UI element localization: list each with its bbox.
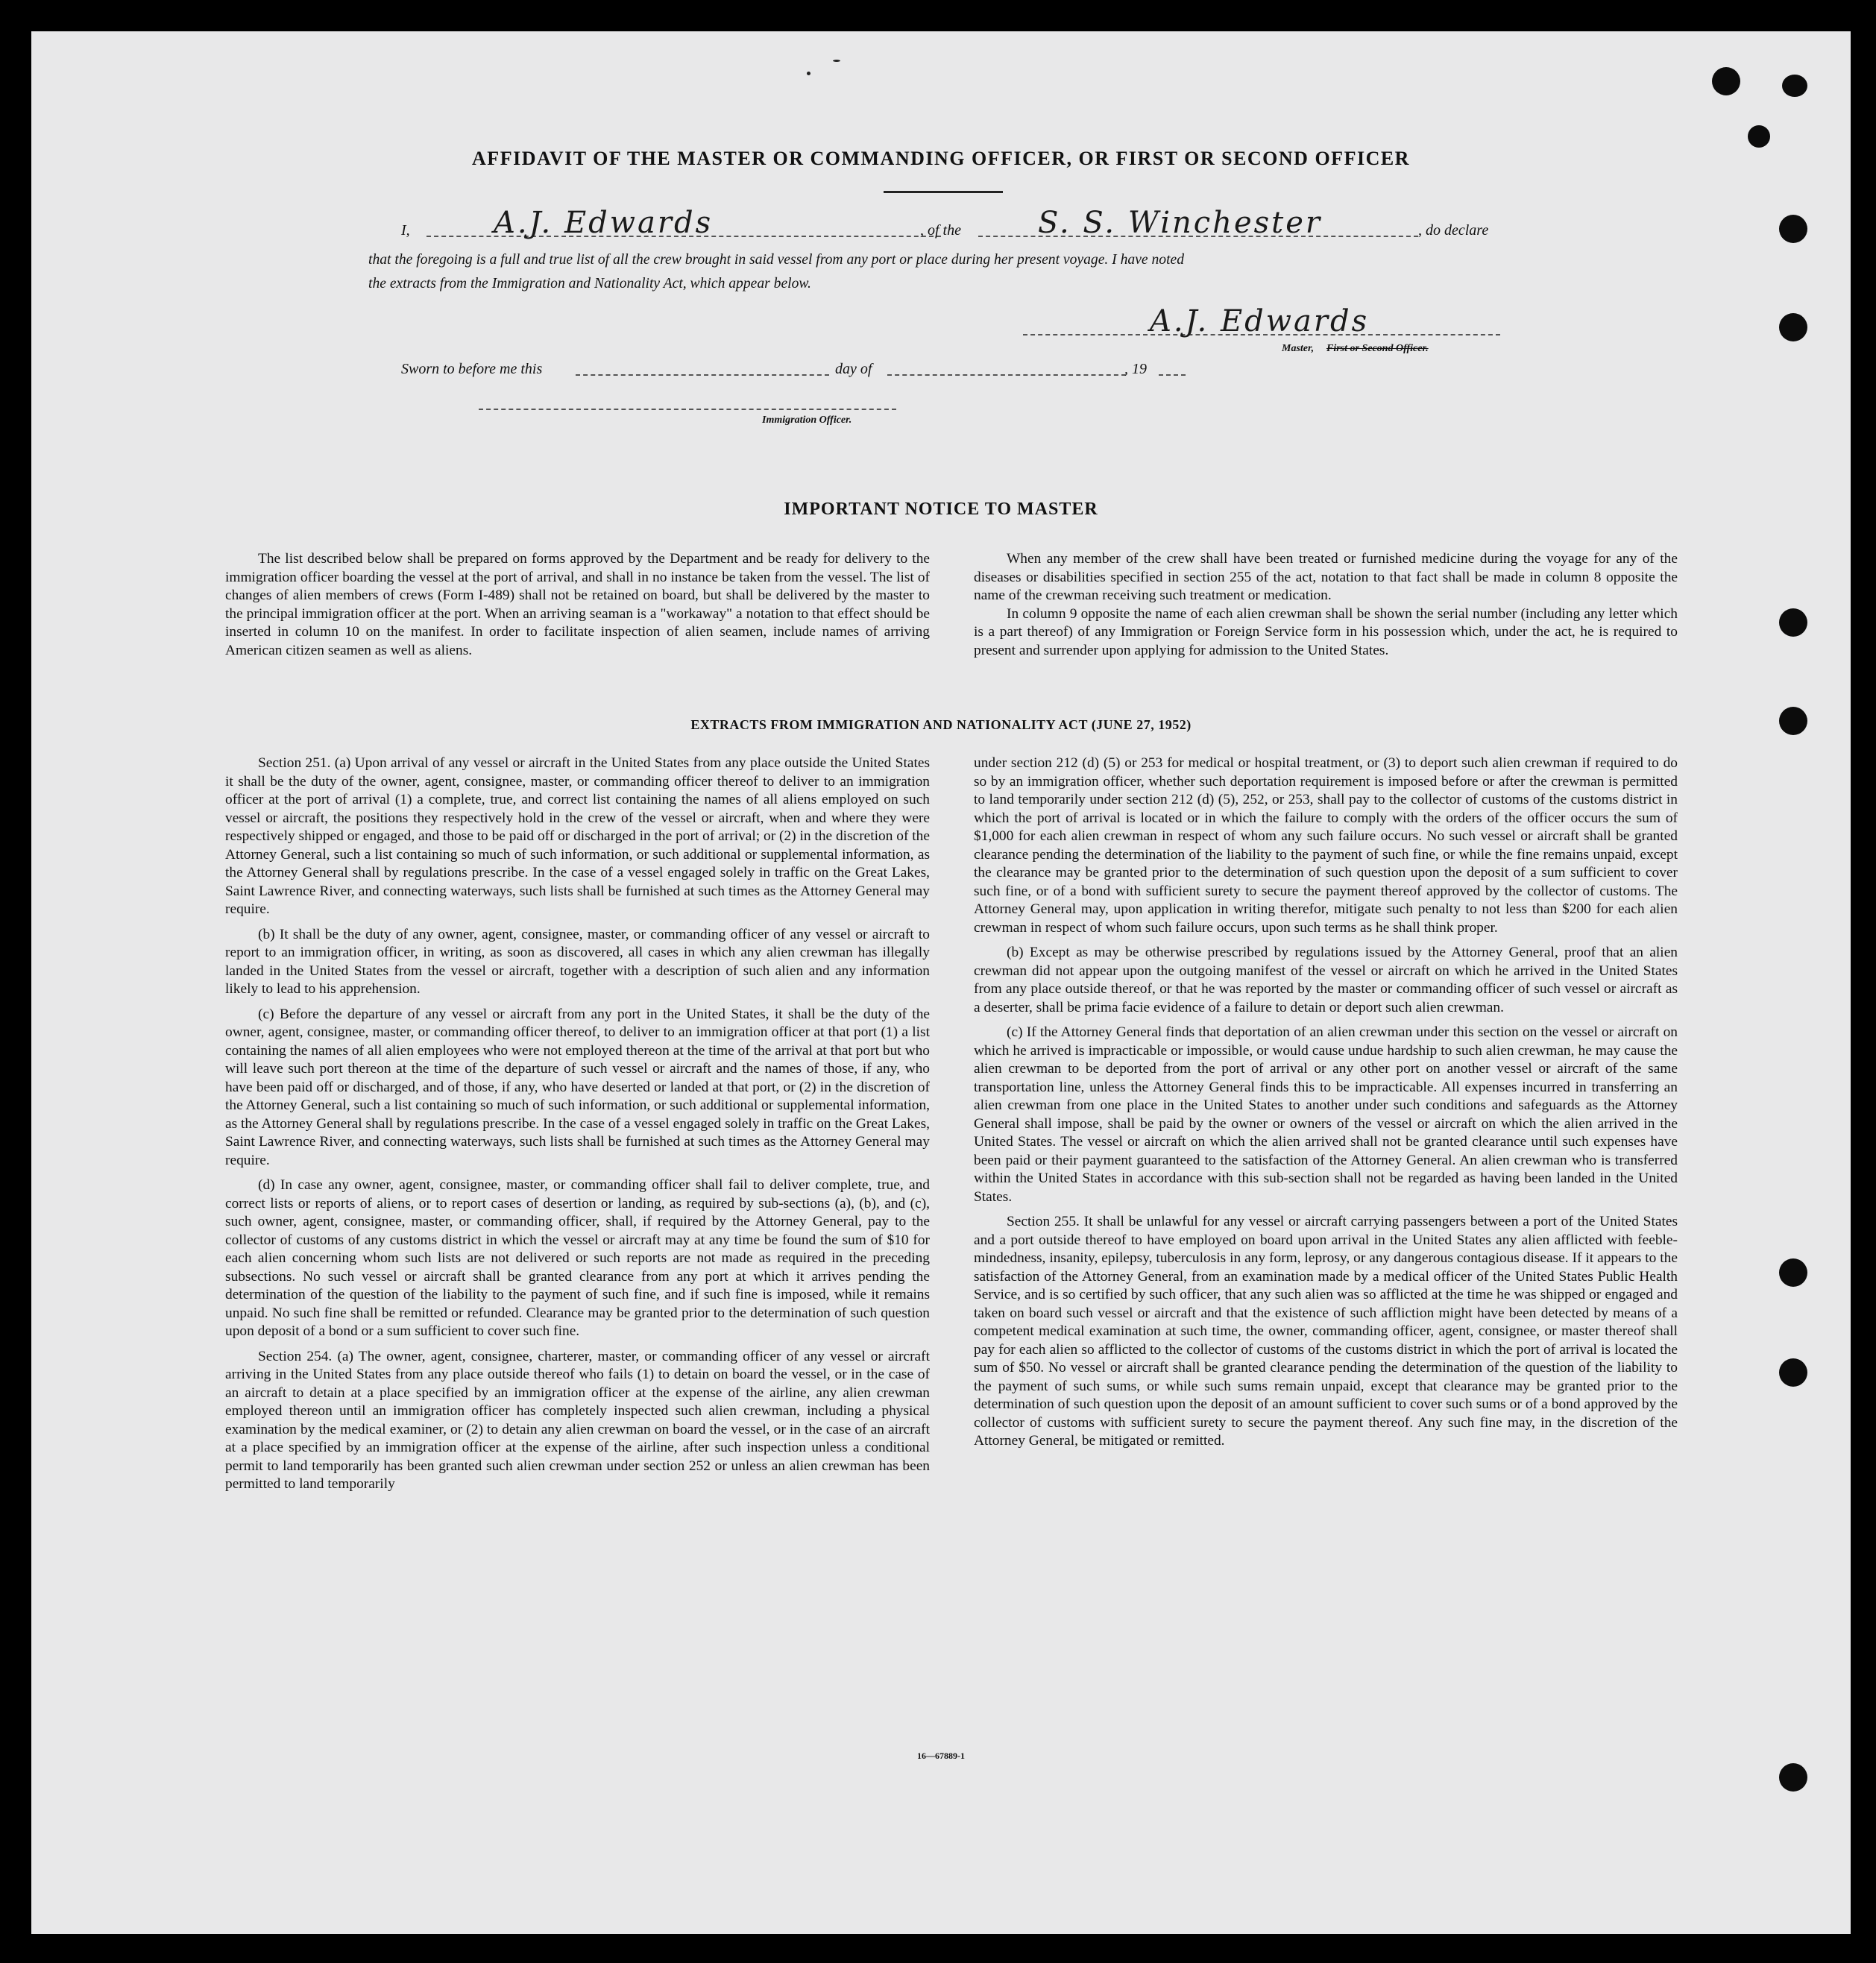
sworn-label: Sworn to before me this bbox=[401, 361, 543, 377]
punch-hole-icon bbox=[1748, 125, 1770, 148]
notice-left-paragraph: The list described below shall be prepared on forms approved by the Department and be ready for delivery to the immigration officer boarding the vessel at the port of arrival, and shall in no instance be taken from the vessel. The list of changes of alien members of crews (Form I-489) shall not be retained on board, but shall be delivered by the master to the principal immigration officer at the port. When an arriving seaman is a "workaway" a notation to that effect should be inserted in column 10 on the manifest. In order to facilitate inspection of alien seamen, include names of arriving American citizen seamen as well as aliens. bbox=[225, 551, 930, 658]
punch-hole-icon bbox=[1712, 67, 1740, 95]
notice-right-column bbox=[974, 550, 1678, 667]
title-rule bbox=[884, 191, 1003, 193]
prefix-i: I, bbox=[401, 222, 410, 239]
signature-caption: Master, bbox=[1282, 343, 1315, 354]
year-prefix-label: , 19 bbox=[1124, 361, 1147, 377]
sworn-month-line bbox=[887, 374, 1126, 376]
notice-right-paragraph-2: In column 9 opposite the name of each alien crewman shall be shown the serial number (including any letter which is a part thereof) of any Immigration or Foreign Service form in his possession which, under the act, he is required to present and surrender upon applying for admission to the United States. bbox=[974, 605, 1678, 658]
do-declare-label: , do declare bbox=[1418, 222, 1489, 239]
extract-paragraph: (c) If the Attorney General finds that deportation of an alien crewman under this section on the vessel or aircraft on which he arrived is impracticable or impossible, or would cause undue hardship to such alien crewman, he may cause the alien crewman to be deported from the port of arrival or any other port on another vessel or aircraft of the same transportation line, unless the Attorney General finds this to be impracticable. All expenses incurred in transferring an alien crewman from one place in the United States to another under such conditions and safeguards as the Attorney General shall impose, shall be paid by the owner or owners of the vessel or aircraft on which the alien arrived in the United States. The vessel or aircraft on which the alien arrived shall not be granted clearance until such expenses have been paid or their payment guaranteed to the satisfaction of the Attorney General. An alien crewman who is transferred within the United States in accordance with this sub-section shall not be regarded as having been landed in the United States. bbox=[974, 1024, 1678, 1205]
sworn-day-line bbox=[576, 374, 829, 376]
extracts-title: EXTRACTS FROM IMMIGRATION AND NATIONALITY ACT (JUNE 27, 1952) bbox=[690, 717, 1192, 732]
punch-hole-icon bbox=[1779, 1763, 1807, 1792]
extract-paragraph: (b) Except as may be otherwise prescribed by regulations issued by the Attorney General, proof that an alien crewman did not appear upon the outgoing manifest of the vessel or aircraft on which he arrived in the United States from any place outside thereof, or that he was reported by the master or commanding officer of such vessel or aircraft as a deserter, shall be prima facie evidence of a failure to detain or deport such alien crewman. bbox=[974, 945, 1678, 1015]
punch-hole-icon bbox=[1782, 75, 1807, 97]
extract-paragraph: (d) In case any owner, agent, consignee, master, or commanding officer shall fail to deliver complete, true, and correct lists or reports of aliens, or to report cases of desertion or landing, as required by sub-sections (a), (b), and (c), such owner, agent, consignee, master, or commanding officer, shall, if required by the Attorney General, pay to the collector of customs of any customs district in which the vessel or aircraft may at any time be found the sum of $10 for each alien concerning whom such lists are not delivered or such reports are not made as required in the preceding subsections. No such vessel or aircraft shall be granted clearance from any port at which it arrives pending the determination of the question of the liability to the payment of such fine, and if such fine is imposed, while it remains unpaid. No such fine shall be remitted or refunded. Clearance may be granted prior to the determination of such question upon deposit of a bond or a sum sufficient to cover such fine. bbox=[225, 1177, 930, 1339]
of-the-label: , of the bbox=[920, 222, 961, 239]
notice-left-column bbox=[225, 550, 930, 667]
extract-paragraph: Section 254. (a) The owner, agent, consignee, charterer, master, or commanding officer of any vessel or aircraft arriving in the United States from any place outside thereof who fails (1) to detain on board the vessel, or in the case of an aircraft to detain at a place specified by an immigration officer at the expense of the airline, any alien crewman employed thereon until an immigration officer has completely inspected such alien crewman, including a physical examination by the medical examiner, or (2) to detain any alien crewman on board the vessel, or in the case of an aircraft at a place specified by an immigration officer at the expense of the airline, after such inspection unless a conditional permit to land temporarily has been granted such alien crewman under section 252 or unless an alien crewman has been permitted to land temporarily bbox=[225, 1348, 930, 1492]
punch-hole-icon bbox=[1779, 313, 1807, 341]
extract-paragraph: (b) It shall be the duty of any owner, agent, consignee, master, or commanding officer of any vessel or aircraft to report to an immigration officer, in writing, as soon as discovered, all cases in which any alien crewman has illegally landed in the United States from the vessel or aircraft, together with a description of such alien and any information likely to lead to his apprehension. bbox=[225, 926, 930, 997]
handwritten-signature: A.J. Edwards bbox=[1150, 304, 1370, 338]
extract-paragraph: (c) Before the departure of any vessel or aircraft from any port in the United States, it shall be the duty of the owner, agent, consignee, master, or commanding officer thereof, to deliver to an immigration officer at that port (1) a list containing the names of all alien employees who were not employed thereon at the time of the arrival at that port but who will leave such port thereon at the time of the departure of such vessel or aircraft and the names of those, if any, who have been paid off or discharged, and of those, if any, who have deserted or landed at that port, or (2) in the discretion of the Attorney General, such a list containing so much of such information, or such additional or supplemental information, as the Attorney General shall by regulations prescribe. In the case of a vessel engaged solely in traffic on the Great Lakes, Saint Lawrence River, and connecting waterways, such lists shall be furnished at such times as the Attorney General may require. bbox=[225, 1006, 930, 1168]
print-code: 16—67889-1 bbox=[917, 1751, 965, 1761]
punch-hole-icon bbox=[1779, 1258, 1807, 1287]
officer-caption: Immigration Officer. bbox=[762, 415, 852, 426]
extracts-right-column bbox=[974, 754, 1678, 1458]
extracts-left-column bbox=[225, 754, 930, 1501]
signature-caption-struck: First or Second Officer. bbox=[1326, 343, 1429, 354]
extract-paragraph: under section 212 (d) (5) or 253 for medical or hospital treatment, or (3) to deport such alien crewman if required to do so by an immigration officer, whether such deportation requirement is imposed before or after the crewman is permitted to land temporarily under section 212 (d) (5), 252, or 253, shall pay to the collector of customs of the customs district in which the port of arrival is located or in which the failure to comply with the orders of the officer occurs the sum of $1,000 for each alien crewman in respect of whom any such failure occurs. No such vessel or aircraft shall be granted clearance pending the determination of the liability to the payment of such fine, or while the fine remains unpaid, except the clearance may be granted prior to the determination of such question upon the deposit of a sum sufficient to cover such fine, or of a bond with sufficient surety to secure the payment thereof approved by the collector of customs. The Attorney General may, upon application in writing therefor, mitigate such penalty to not less than $200 for each alien crewman in respect of whom such failure occurs, upon such terms as he shall think proper. bbox=[974, 755, 1678, 936]
affidavit-title: AFFIDAVIT OF THE MASTER OR COMMANDING OFFICER, OR FIRST OR SECOND OFFICER bbox=[472, 148, 1410, 169]
punch-hole-icon bbox=[1779, 215, 1807, 243]
extract-paragraph: Section 255. It shall be unlawful for any vessel or aircraft carrying passengers between a port of the United States and a port outside thereof to have employed on board upon arrival in the United States any alien afflicted with feeble-mindedness, insanity, epilepsy, tuberculosis in any form, leprosy, or any dangerous contagious disease. If it appears to the satisfaction of the Attorney General, from an examination made by a medical officer of the United States Public Health Service, and is so certified by such officer, that any such alien was so afflicted at the time he was shipped or engaged and taken on board such vessel or aircraft and that the existence of such affliction might have been detected by means of a competent medical examination at such time, the owner, commanding officer, agent, consignee, or master thereof shall pay for each alien so afflicted to the collector of customs of the customs district in which the port of arrival is located the sum of $50. No vessel or aircraft shall be granted clearance pending the determination of the question of the liability to the payment of such sums, or while such sums remain unpaid, except that clearance may be granted prior to the determination of such question upon the deposit of an amount sufficient to cover such sums or of a bond approved by the collector of customs with sufficient surety to secure the payment thereof. Any such fine may, in the discretion of the Attorney General, be mitigated or remitted. bbox=[974, 1214, 1678, 1449]
punch-hole-icon bbox=[1779, 608, 1807, 637]
punch-hole-icon bbox=[1779, 1358, 1807, 1387]
handwritten-name: A.J. Edwards bbox=[494, 206, 714, 240]
year-line bbox=[1159, 374, 1186, 376]
handwritten-vessel: S. S. Winchester bbox=[1038, 206, 1323, 240]
dust-speck bbox=[833, 60, 840, 62]
document-sheet bbox=[31, 31, 1851, 1934]
dust-speck bbox=[807, 72, 810, 75]
officer-signature-line bbox=[479, 409, 896, 410]
affidavit-line-3: the extracts from the Immigration and Nationality Act, which appear below. bbox=[368, 276, 811, 292]
notice-title: IMPORTANT NOTICE TO MASTER bbox=[784, 500, 1098, 519]
day-of-label: day of bbox=[835, 361, 872, 377]
notice-right-paragraph-1: When any member of the crew shall have been treated or furnished medicine during the voyage for any of the diseases or disabilities specified in section 255 of the act, notation to that fact shall be made in column 8 opposite the name of the crewman receiving such treatment or medication. bbox=[974, 551, 1678, 603]
extract-paragraph: Section 251. (a) Upon arrival of any vessel or aircraft in the United States from any place outside the United States it shall be the duty of the owner, agent, consignee, master, or commanding officer thereof to deliver to an immigration officer at the port of arrival (1) a complete, true, and correct list containing the names of all aliens employed on such vessel or aircraft, the positions they respectively hold in the crew of the vessel or aircraft, when and where they were respectively shipped or engaged, and those to be paid off or discharged in the port of arrival; or (2) in the discretion of the Attorney General, such a list containing so much of such information, or such additional or supplemental information, as the Attorney General shall by regulations prescribe. In the case of a vessel engaged solely in traffic on the Great Lakes, Saint Lawrence River, and connecting waterways, such lists shall be furnished at such times as the Attorney General may require. bbox=[225, 755, 930, 917]
affidavit-line-2: that the foregoing is a full and true list of all the crew brought in said vessel from any port or place during her present voyage. I have noted bbox=[368, 252, 1185, 268]
